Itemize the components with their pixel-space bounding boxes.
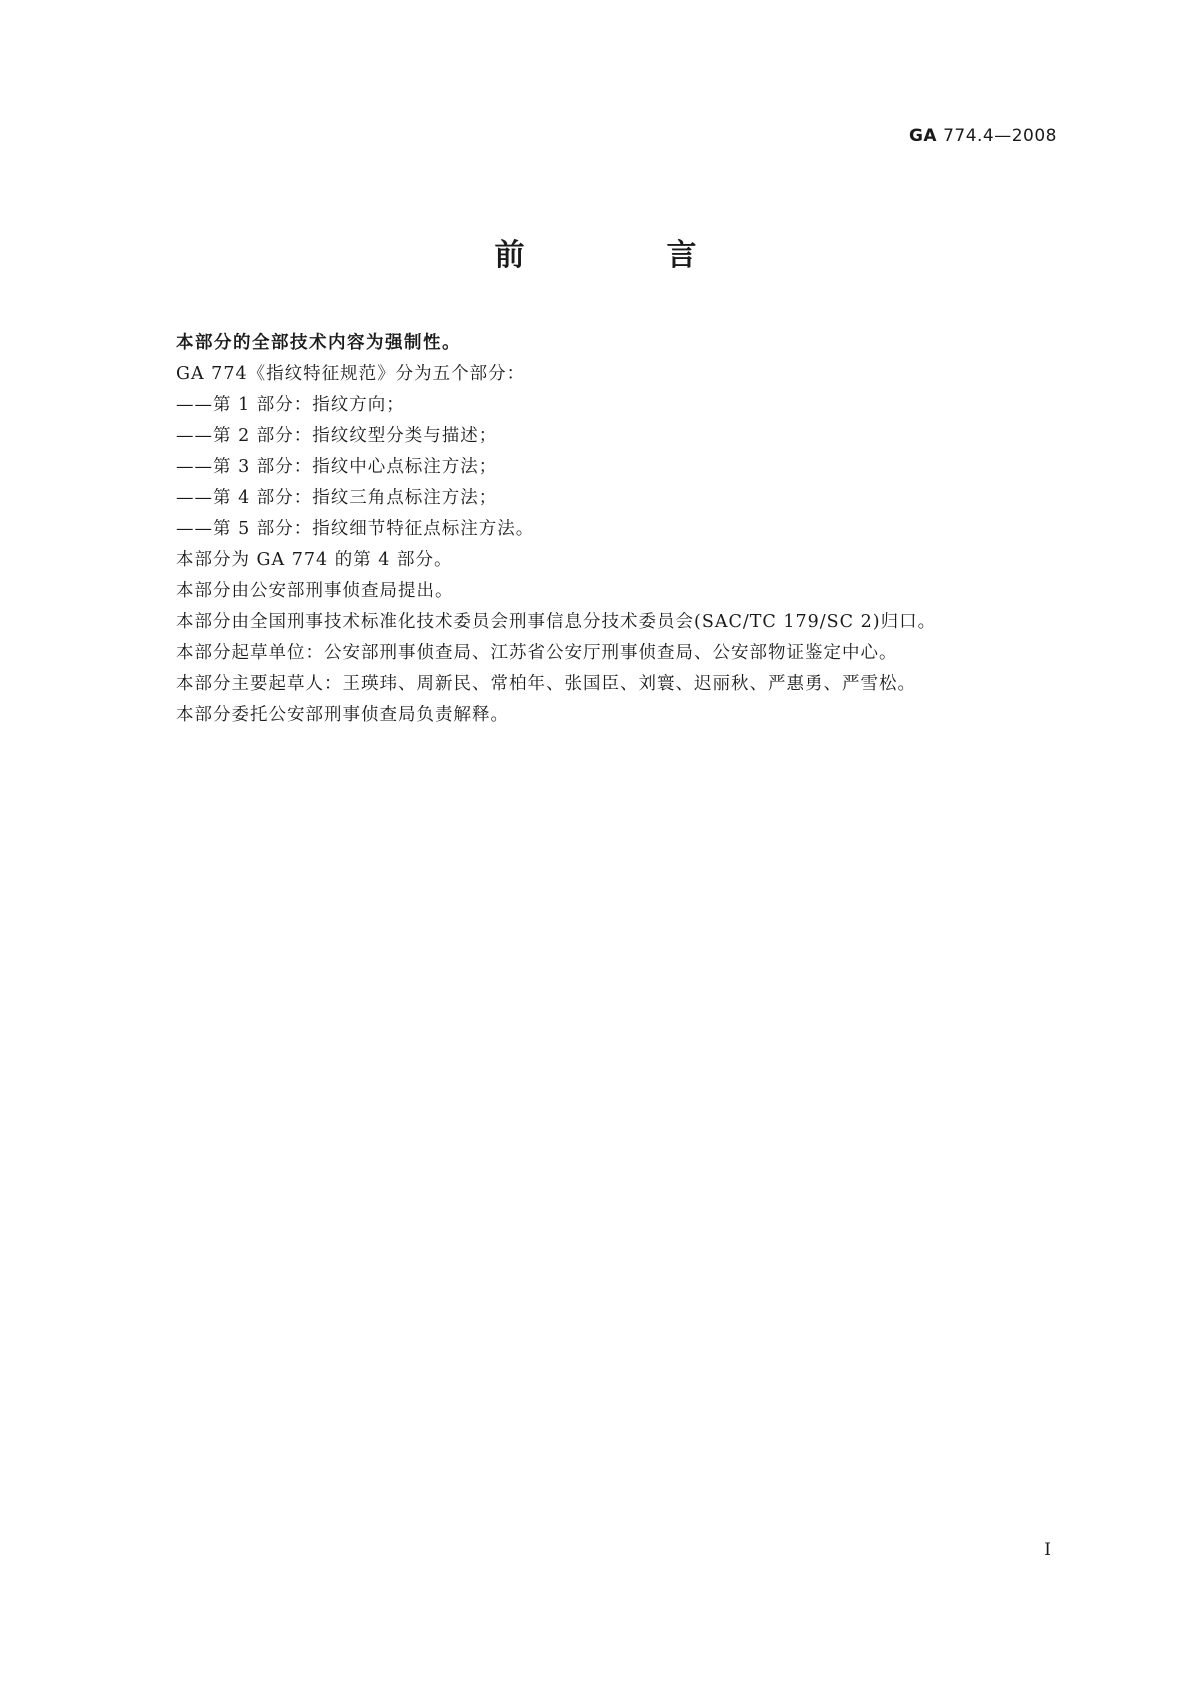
list-item-part-3: ——第 3 部分：指纹中心点标注方法； [176, 457, 498, 477]
list-item-part-2: ——第 2 部分：指纹纹型分类与描述； [176, 426, 498, 446]
list-item-part-1: ——第 1 部分：指纹方向； [176, 395, 405, 415]
paragraph-managed-by: 本部分由全国刑事技术标准化技术委员会刑事信息分技术委员会(SAC/TC 179/SC 2)归口。 [176, 612, 937, 632]
paragraph-parts-intro: GA 774《指纹特征规范》分为五个部分： [176, 364, 526, 384]
paragraph-proposed-by: 本部分由公安部刑事侦查局提出。 [176, 581, 454, 601]
paragraph-mandatory: 本部分的全部技术内容为强制性。 [176, 333, 461, 353]
document-code-prefix: GA [908, 126, 938, 146]
paragraph-interpretation: 本部分委托公安部刑事侦查局负责解释。 [176, 705, 509, 725]
page-title: 前 言 [494, 238, 753, 273]
document-code [909, 126, 1057, 146]
paragraph-drafting-units: 本部分起草单位：公安部刑事侦查局、江苏省公安厅刑事侦查局、公安部物证鉴定中心。 [176, 643, 898, 663]
list-item-part-5: ——第 5 部分：指纹细节特征点标注方法。 [176, 519, 535, 539]
paragraph-drafters: 本部分主要起草人：王瑛玮、周新民、常柏年、张国臣、刘寰、迟丽秋、严惠勇、严雪松。 [176, 674, 916, 694]
list-item-part-4: ——第 4 部分：指纹三角点标注方法； [176, 488, 498, 508]
document-code-number: 774.4—2008 [943, 126, 1057, 146]
foreword-body [176, 328, 1056, 731]
paragraph-this-part: 本部分为 GA 774 的第 4 部分。 [176, 550, 453, 570]
page-number: I [1044, 1540, 1051, 1560]
